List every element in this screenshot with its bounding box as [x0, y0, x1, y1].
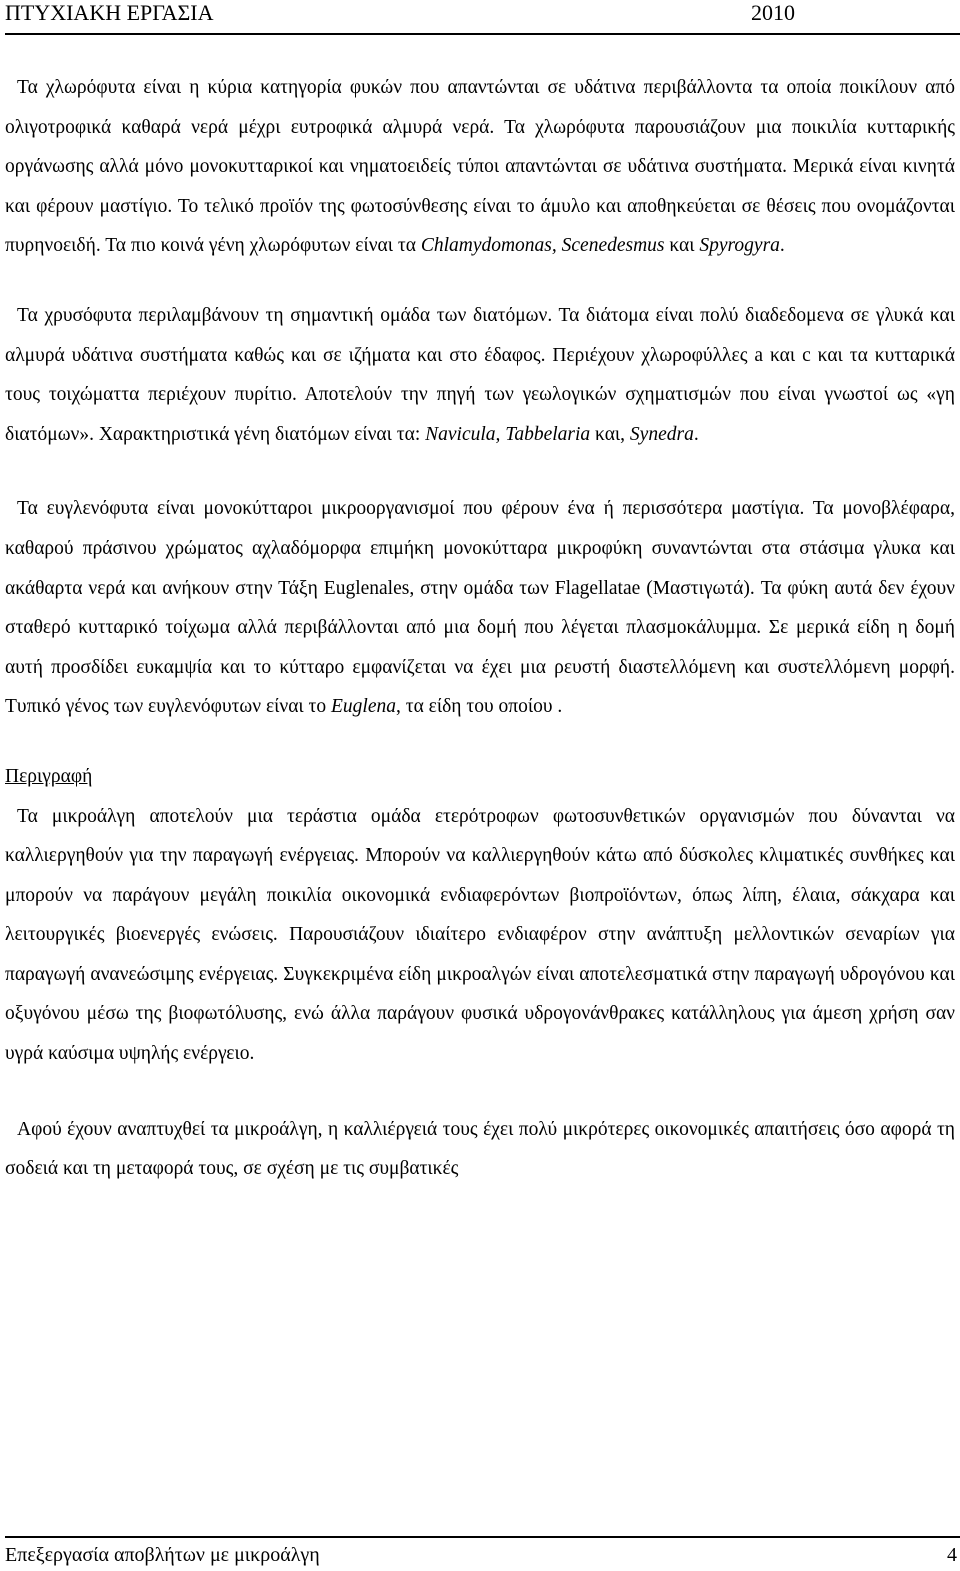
- text-run: και,: [590, 423, 630, 445]
- paragraph-chrysophyta: [5, 296, 955, 454]
- section-title: Περιγραφή: [5, 765, 93, 787]
- text-run: Τα χρυσόφυτα περιλαμβάνουν τη σημαντική ομάδα των διατόμων. Τα διάτομα είναι πολύ διαδεδομενα σε γλυκά και αλμυρά υδάτινα συστήματα καθώς και σε ιζήματα και στο έδαφος. Περιέχουν χλωροφύλλες a και c και τα κυτταρικά τους τοιχώματτα περιέχουν πυρίτιο. Αποτελούν την πηγή των γεωλογικών σχηματισμών που είναι γνωστοί ως «γη διατόμων». Χαρακτηριστικά γένη διατόμων είναι τα:: [5, 304, 955, 445]
- text-run: .: [779, 235, 785, 257]
- page-header: [5, 0, 795, 28]
- genus-names: Spyrogyra: [699, 235, 780, 257]
- header-title: ΠΤΥΧΙΑΚΗ ΕΡΓΑΣΙΑ: [5, 0, 214, 25]
- genus-names: Synedra: [629, 423, 694, 445]
- page-footer: [5, 1543, 960, 1569]
- genus-names: Navicula, Tabbelaria: [425, 423, 591, 445]
- section-heading: [5, 757, 955, 797]
- footer-document-title: Επεξεργασία αποβλήτων με μικροάλγη: [5, 1544, 320, 1566]
- text-run: , τα είδη του οποίου .: [396, 696, 563, 718]
- paragraph-cultivation: Αφού έχουν αναπτυχθεί τα μικροάλγη, η καλλιέργειά τους έχει πολύ μικρότερες οικονομικές απαιτήσεις όσο αφορά τη σοδειά και τη μεταφορά τους, σε σχέση με τις συμβατικές: [5, 1118, 955, 1180]
- paragraph-euglenophyta: [5, 489, 955, 727]
- text-run: Τα χλωρόφυτα είναι η κύρια κατηγορία φυκών που απαντώνται σε υδάτινα περιβάλλοντα τα οποία ποικίλουν από ολιγοτροφικά καθαρά νερά μέχρι ευτροφικά αλμυρά νερά. Τα χλωρόφυτα παρουσιάζουν μια ποικιλία κυτταρικής οργάνωσης αλλά μόνο μονοκυτταρικοί και νηματοειδείς τύποι απαντώνται σε υδάτινα συστήματα. Μερικά είναι κινητά και φέρουν μαστίγιο. Το τελικό προϊόν της φωτοσύνθεσης είναι το άμυλο και αποθηκεύεται σε θέσεις που ονομάζονται πυρηνοειδή. Τα πιο κοινά γένη χλωρόφυτων είναι τα: [5, 77, 955, 257]
- paragraph-description: Τα μικροάλγη αποτελούν μια τεράστια ομάδα ετερότροφων φωτοσυνθετικών οργανισμών που δύνανται να καλλιεργηθούν για την παραγωγή ενέργειας. Μπορούν να καλλιεργηθούν κάτω από δύσκολες κλιματικές συνθήκες και μπορούν να παράγουν μεγάλη ποικιλία οικονομικά ενδιαφερόντων βιοπροϊόντων, όπως λίπη, έλαια, σάκχαρα και λειτουργικές βιοενεργές ενώσεις. Παρουσιάζουν ιδιαίτερο ενδιαφέρον στην ανάπτυξη μελλοντικών σεναρίων για παραγωγή ανανεώσιμης ενέργειας. Συγκεκριμένα είδη μικροαλγών είναι αποτελεσματικά στην παραγωγή υδρογόνου και οξυγόνου μέσω της βιοφωτόλυσης, ενώ άλλα παράγουν φυσικά υδρογονάνθρακες κατάλληλους για άμεση χρήση σαν υγρά καύσιμα υψηλής ενέργειο.: [5, 805, 955, 1065]
- header-year: 2010: [751, 0, 795, 25]
- text-run: Τα ευγλενόφυτα είναι μονοκύτταροι μικροοργανισμοί που φέρουν ένα ή περισσότερα μαστίγια. Τα μονοβλέφαρα, καθαρού πράσινου χρώματος αχλαδόμορφα επιμήκη μονοκύτταρα μικροφύκη συναντώνται στα στάσιμα γλυκα και ακάθαρτα νερά και ανήκουν στην Τάξη Euglenales, στην ομάδα των Flagellatae (Μαστιγωτά). Τα φύκη αυτά δεν έχουν σταθερό κυτταρικό τοίχωμα αλλά περιβάλλονται από μια δομή που λέγεται πλασμοκάλυμμα. Σε μερικά είδη η δομή αυτή προσδίδει ευκαμψία και το κύτταρο εμφανίζεται να έχει μια ρευστή διαστελλόμενη και συστελλόμενη μορφή. Τυπικό γένος των ευγλενόφυτων είναι το: [5, 498, 955, 718]
- genus-names: Chlamydomonas, Scenedesmus: [420, 235, 665, 257]
- text-run: .: [693, 423, 699, 445]
- page-number: 4: [947, 1544, 957, 1566]
- header-divider: [5, 33, 960, 35]
- footer-divider: [5, 1536, 960, 1538]
- document-body: [5, 68, 955, 1189]
- genus-names: Euglena: [331, 696, 396, 718]
- paragraph-chlorophyta: [5, 68, 955, 266]
- text-run: και: [664, 235, 700, 257]
